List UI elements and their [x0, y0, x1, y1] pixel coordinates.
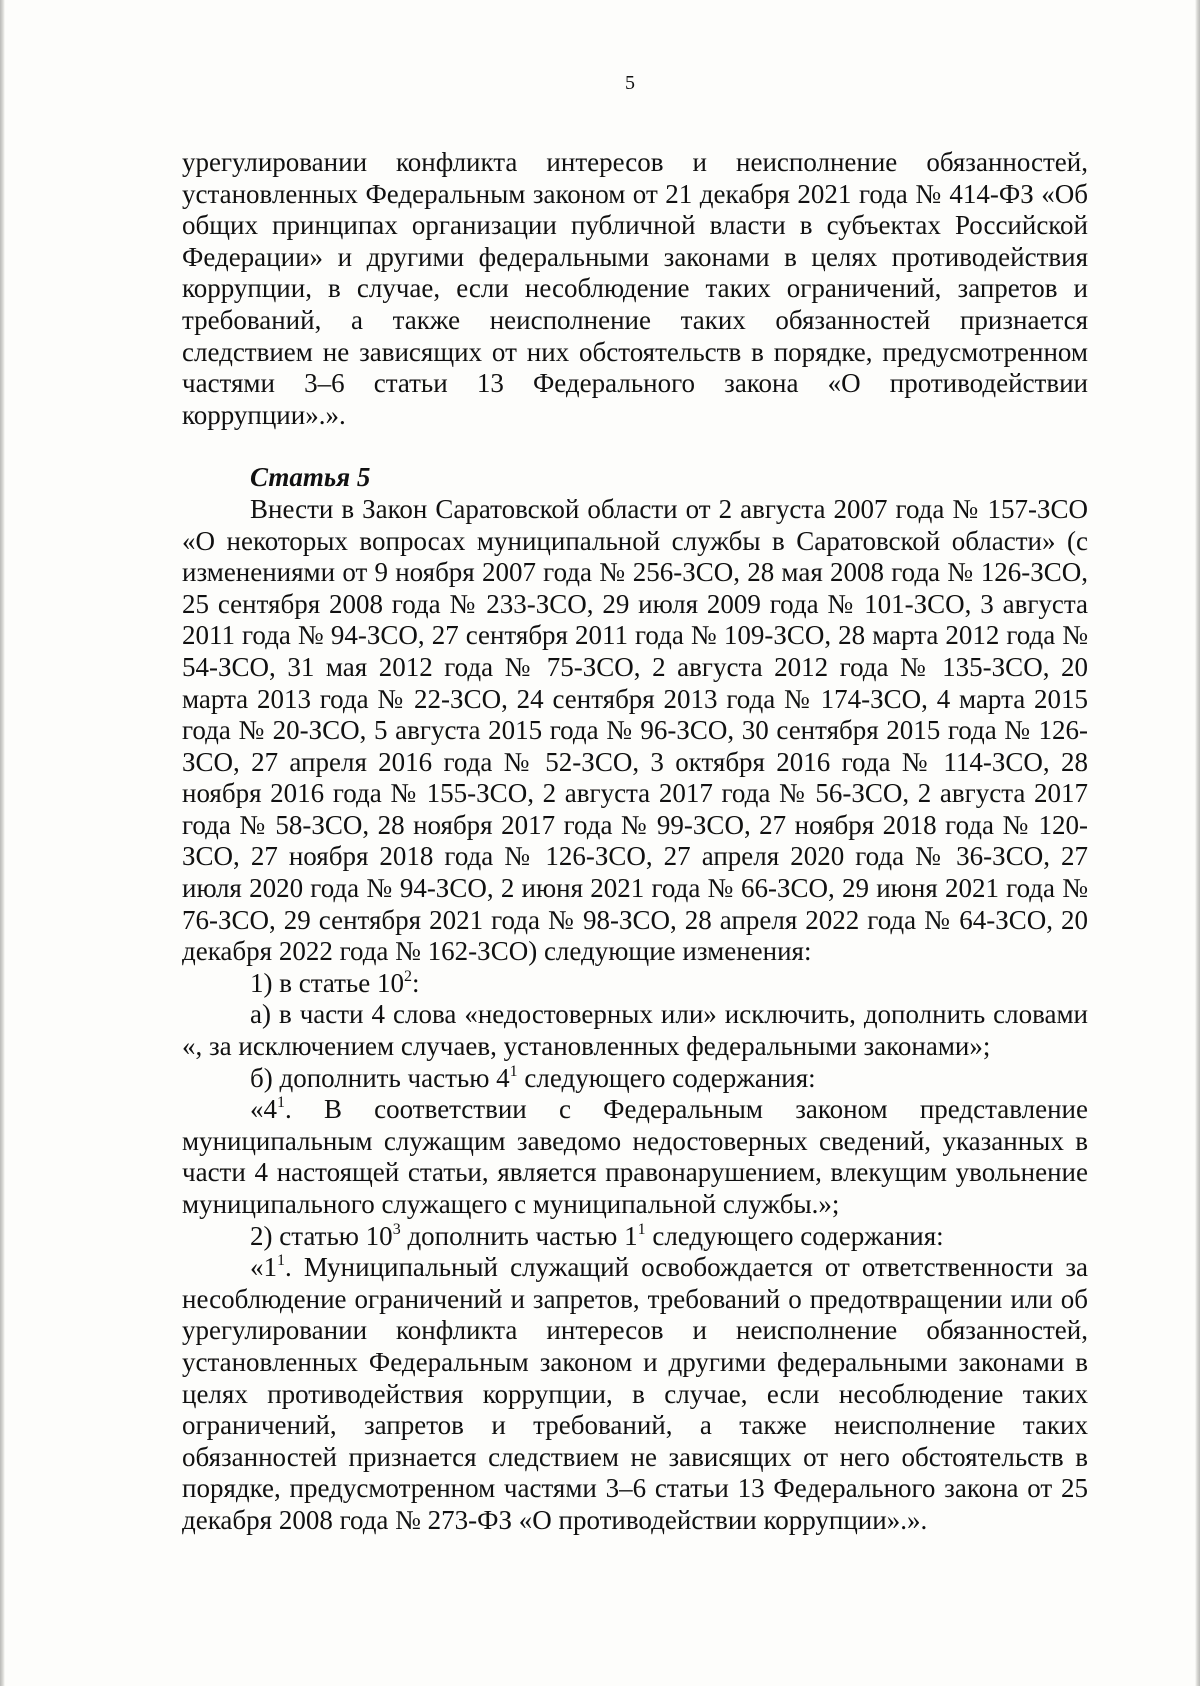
item-2-tail: следующего содержания:	[645, 1220, 944, 1251]
item-1-text: 1) в статье 10	[250, 967, 404, 998]
item-1-sup: 2	[403, 967, 412, 985]
article-intro: Внести в Закон Саратовской области от 2 августа 2007 года № 157-ЗСО «О некоторых вопросах муниципальной службы в Саратовской области» (с изменениями от 9 ноября 2007 года № 256-ЗСО, 28 мая 2008 года № 126-ЗСО, 25 сентября 2008 года № 233-ЗСО, 29 июля 2009 года № 101-ЗСО, 3 августа 2011 года № 94-ЗСО, 27 сентября 2011 года № 109-ЗСО, 28 марта 2012 года № 54-ЗСО, 31 мая 2012 года № 75-ЗСО, 2 августа 2012 года № 135-ЗСО, 20 марта 2013 года № 22-ЗСО, 24 сентября 2013 года № 174-ЗСО, 4 марта 2015 года № 20-ЗСО, 5 августа 2015 года № 96-ЗСО, 30 сентября 2015 года № 126-ЗСО, 27 апреля 2016 года № 52-ЗСО, 3 октября 2016 года № 114-ЗСО, 28 ноября 2016 года № 155-ЗСО, 2 августа 2017 года № 56-ЗСО, 2 августа 2017 года № 58-ЗСО, 28 ноября 2017 года № 99-ЗСО, 27 ноября 2018 года № 120-ЗСО, 27 ноября 2018 года № 126-ЗСО, 27 апреля 2020 года № 36-ЗСО, 27 июля 2020 года № 94-ЗСО, 2 июня 2021 года № 66-ЗСО, 29 июня 2021 года № 76-ЗСО, 29 сентября 2021 года № 98-ЗСО, 28 апреля 2022 года № 64-ЗСО, 20 декабря 2022 года № 162-ЗСО) следующие изменения:	[182, 493, 1088, 967]
item-1b-tail: следующего содержания:	[517, 1062, 816, 1093]
item-1b	[182, 1063, 1088, 1095]
continuation-paragraph: урегулировании конфликта интересов и неисполнение обязанностей, установленных Федеральным законом от 21 декабря 2021 года № 414-ФЗ «Об общих принципах организации публичной власти в субъектах Российской Федерации» и другими федеральными законами в целях противодействия коррупции, в случае, если несоблюдение таких ограничений, запретов и требований, а также неисполнение таких обязанностей признается следствием не зависящих от них обстоятельств в порядке, предусмотренном частями 3–6 статьи 13 Федерального закона «О противодействии коррупции».».	[182, 147, 1088, 430]
item-2	[182, 1221, 1088, 1253]
quote-2-sup: 1	[277, 1252, 285, 1270]
document-body	[182, 147, 1088, 1537]
item-1-tail: :	[411, 967, 420, 998]
quote-2-open: «1	[250, 1252, 277, 1283]
item-1	[182, 968, 1088, 1000]
item-1b-sup: 1	[509, 1062, 518, 1080]
item-2-sup: 3	[392, 1220, 401, 1238]
item-2-mid: дополнить частью 1	[400, 1220, 638, 1251]
item-1b-text: б) дополнить частью 4	[250, 1062, 510, 1093]
page-number: 5	[625, 72, 635, 94]
item-1a: а) в части 4 слова «недостоверных или» исключить, дополнить словами «, за исключением случаев, установленных федеральными законами»;	[182, 999, 1088, 1062]
item-2-sup-2: 1	[637, 1220, 646, 1238]
quote-2	[182, 1252, 1088, 1536]
scan-edge-left	[0, 0, 5, 1686]
quote-1-text: . В соответствии с Федеральным законом представление муниципальным служащим заведомо недостоверных сведений, указанных в части 4 настоящей статьи, является правонарушением, влекущим увольнение муниципального служащего с муниципальной службы.»;	[182, 1094, 1088, 1219]
item-2-text: 2) статью 10	[250, 1220, 393, 1251]
scan-edge-right	[1195, 0, 1200, 1686]
quote-1-sup: 1	[277, 1094, 285, 1112]
article-heading: Статья 5	[250, 462, 371, 493]
quote-1	[182, 1094, 1088, 1220]
quote-1-open: «4	[250, 1094, 277, 1125]
quote-2-text: . Муниципальный служащий освобождается от ответственности за несоблюдение ограничений и запретов, требований о предотвращении или об урегулировании конфликта интересов и неисполнение обязанностей, установленных Федеральным законом и другими федеральными законами в целях противодействия коррупции, в случае, если несоблюдение таких ограничений, запретов и требований, а также неисполнение таких обязанностей признается следствием не зависящих от него обстоятельств в порядке, предусмотренном частями 3–6 статьи 13 Федерального закона от 25 декабря 2008 года № 273-ФЗ «О противодействии коррупции».».	[182, 1252, 1088, 1535]
